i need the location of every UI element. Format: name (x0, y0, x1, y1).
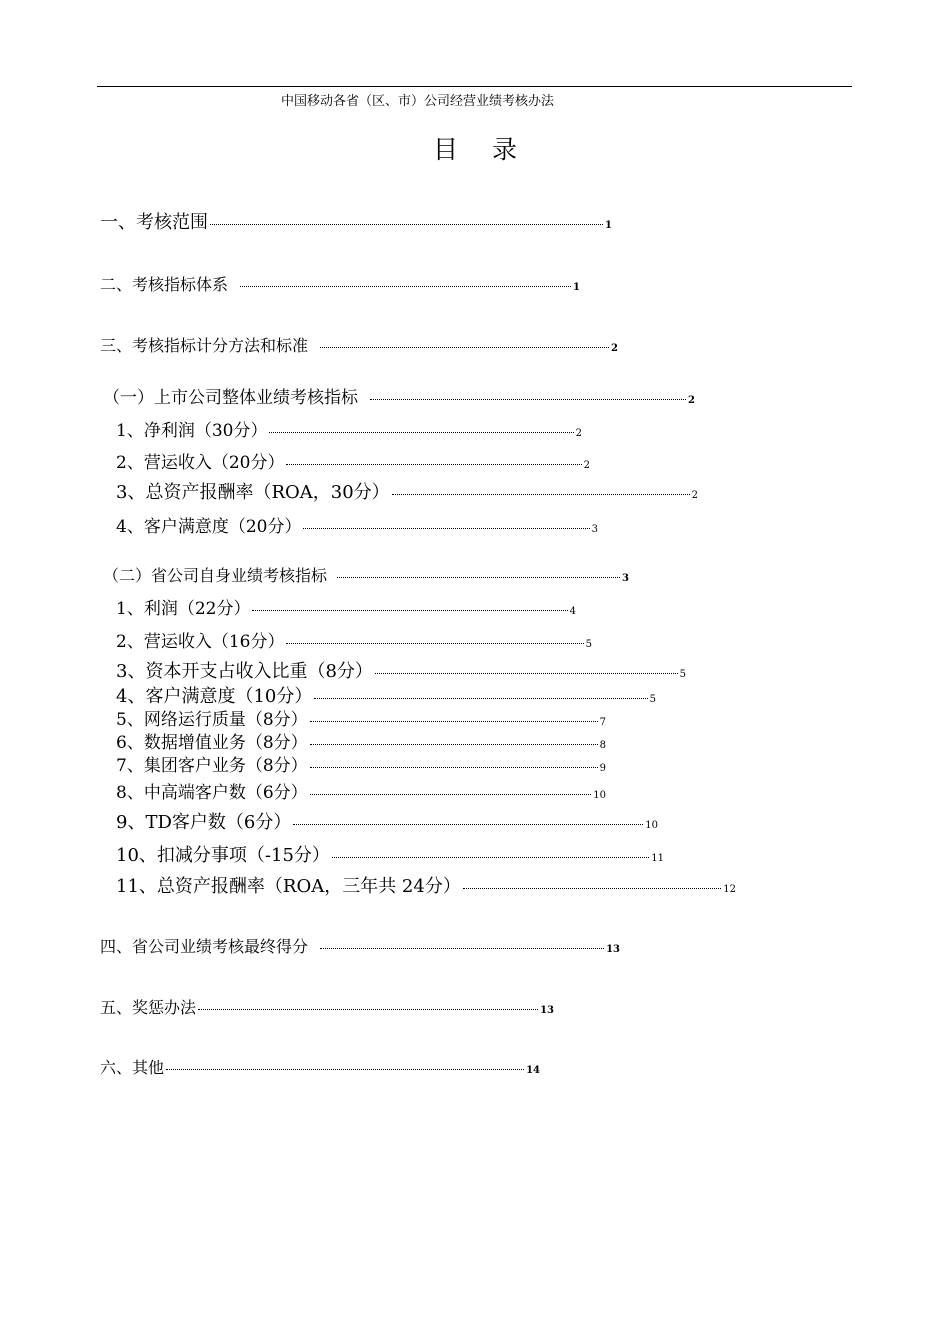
toc-entry[interactable] (116, 478, 698, 504)
toc-entry-label: 4、客户满意度（20分） (116, 517, 302, 537)
toc-leader (198, 1009, 538, 1010)
toc-entry-label: 3、资本开支占收入比重（8分） (116, 661, 373, 682)
toc-leader (310, 721, 598, 722)
toc-leader (252, 610, 567, 611)
toc-entry-page: 5 (585, 639, 592, 650)
toc-entry-label: 9、TD客户数（6分） (116, 812, 292, 833)
toc-entry-label: 六、其他 (100, 1058, 165, 1077)
toc-leader (337, 577, 620, 578)
toc-entry[interactable] (116, 416, 582, 441)
toc-entry-page: 2 (691, 490, 698, 501)
toc-entry[interactable] (100, 333, 618, 356)
toc-entry[interactable] (116, 627, 592, 652)
toc-entry-label: 一、考核范围 (100, 212, 208, 233)
toc-leader (320, 948, 604, 949)
toc-entry[interactable] (116, 594, 576, 619)
toc-entry[interactable] (116, 728, 606, 753)
page-header-title: 中国移动各省（区、市）公司经营业绩考核办法 (281, 94, 555, 109)
toc-entry[interactable] (103, 563, 629, 586)
toc-entry-label: 11、总资产报酬率（ROA，三年共 24分） (116, 876, 461, 897)
toc-entry[interactable] (116, 751, 606, 776)
toc-entry-page: 8 (599, 740, 606, 751)
toc-entry[interactable] (100, 272, 580, 295)
toc-leader (310, 767, 598, 768)
toc-entry-page: 2 (583, 460, 590, 471)
toc-entry[interactable] (116, 705, 606, 730)
toc-entry[interactable] (100, 934, 620, 957)
toc-entry[interactable] (116, 841, 664, 867)
toc-entry[interactable] (100, 1055, 540, 1078)
toc-entry-label: 2、营运收入（16分） (116, 632, 285, 652)
toc-entry-page: 7 (599, 717, 606, 728)
toc-entry[interactable] (100, 995, 554, 1018)
toc-entry-label: 1、利润（22分） (116, 599, 251, 619)
toc-leader (310, 794, 592, 795)
toc-leader (314, 698, 647, 699)
toc-entry-page: 5 (679, 669, 686, 680)
toc-entry-label: 1、净利润（30分） (116, 421, 268, 441)
toc-title: 目录 (432, 135, 551, 164)
toc-entry-page: 2 (611, 343, 618, 354)
toc-entry-page: 12 (723, 884, 736, 895)
toc-leader (269, 432, 573, 433)
toc-entry[interactable] (100, 208, 612, 234)
toc-entry-page: 10 (593, 790, 606, 801)
toc-leader (392, 494, 690, 495)
toc-entry-label: （一）上市公司整体业绩考核指标 (103, 388, 358, 408)
toc-entry-page: 10 (645, 820, 658, 831)
toc-entry-label: 四、省公司业绩考核最终得分 (100, 937, 309, 956)
toc-leader (332, 857, 649, 858)
toc-entry-label: 三、考核指标计分方法和标准 (100, 336, 309, 355)
toc-leader (370, 399, 686, 400)
toc-entry-page: 5 (649, 694, 656, 705)
toc-entry-page: 1 (605, 220, 612, 231)
toc-entry-label: （二）省公司自身业绩考核指标 (103, 566, 328, 585)
toc-entry-label: 4、客户满意度（10分） (116, 686, 313, 707)
toc-entry[interactable] (103, 383, 695, 408)
toc-entry-label: 二、考核指标体系 (100, 275, 229, 294)
toc-leader (210, 224, 603, 225)
toc-leader (293, 824, 643, 825)
header-rule (97, 86, 852, 87)
toc-entry[interactable] (116, 808, 658, 834)
toc-entry-label: 2、营运收入（20分） (116, 453, 285, 473)
toc-leader (375, 673, 678, 674)
toc-entry-label: 五、奖惩办法 (100, 998, 197, 1017)
toc-leader (286, 464, 581, 465)
toc-entry-page: 2 (575, 428, 582, 439)
toc-entry-page: 9 (599, 763, 606, 774)
toc-leader (303, 528, 589, 529)
toc-entry-label: 5、网络运行质量（8分） (116, 710, 308, 730)
toc-entry-label: 8、中高端客户数（6分） (116, 783, 308, 803)
toc-leader (310, 744, 598, 745)
toc-entry-page: 4 (569, 606, 576, 617)
toc-entry-page: 11 (651, 853, 664, 864)
toc-entry-page: 13 (606, 944, 620, 955)
toc-entry-page: 1 (573, 282, 580, 293)
toc-entry-page: 2 (688, 395, 695, 406)
toc-leader (286, 643, 583, 644)
toc-entry-label: 3、总资产报酬率（ROA，30分） (116, 482, 390, 503)
toc-leader (166, 1069, 524, 1070)
toc-entry-page: 3 (591, 524, 598, 535)
toc-entry[interactable] (116, 872, 736, 898)
toc-entry[interactable] (116, 448, 590, 473)
toc-entry-label: 6、数据增值业务（8分） (116, 733, 308, 753)
toc-leader (320, 347, 609, 348)
toc-entry[interactable] (116, 657, 686, 683)
toc-entry[interactable] (116, 778, 606, 803)
toc-entry-label: 7、集团客户业务（8分） (116, 756, 308, 776)
toc-entry-page: 3 (622, 573, 629, 584)
toc-entry-page: 13 (540, 1005, 554, 1016)
toc-leader (463, 888, 721, 889)
toc-entry[interactable] (116, 512, 598, 537)
toc-entry-page: 14 (526, 1065, 540, 1076)
toc-leader (240, 286, 571, 287)
toc-entry-label: 10、扣减分事项（-15分） (116, 845, 330, 866)
